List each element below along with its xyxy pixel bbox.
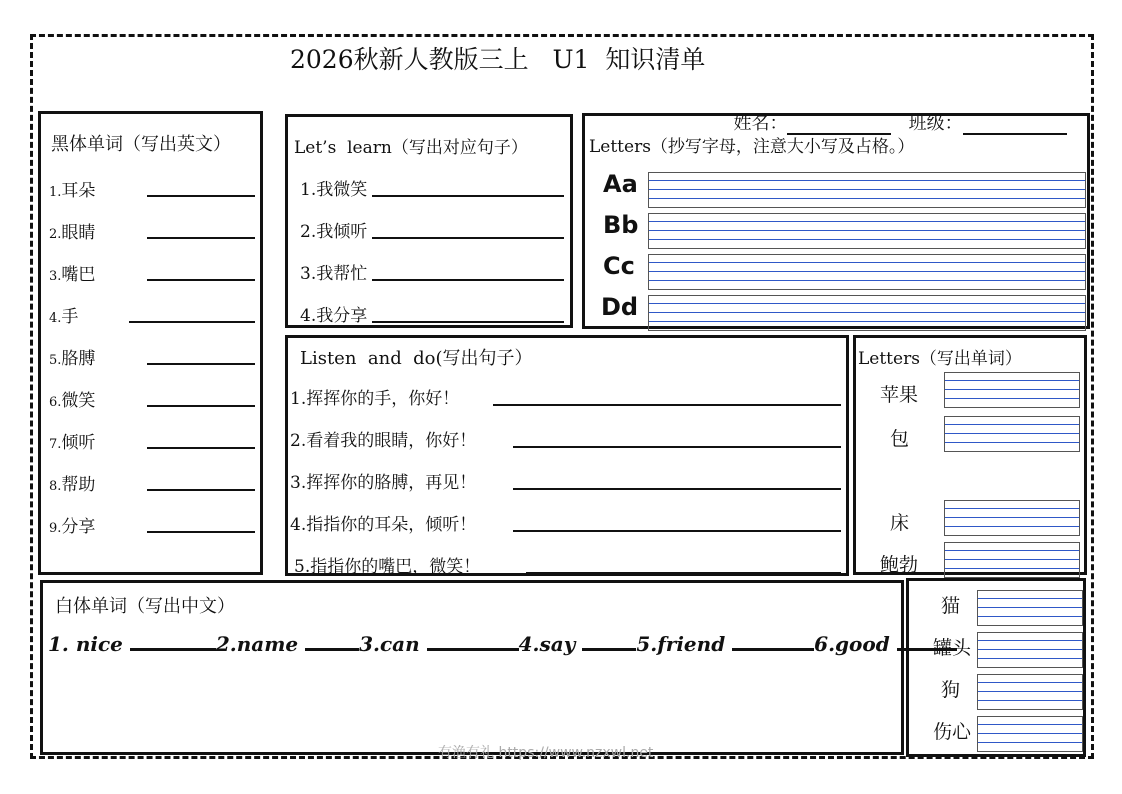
guide-line: [945, 568, 1079, 569]
letters-word-item: 包: [890, 428, 910, 450]
letter-writing-lines[interactable]: [648, 254, 1086, 290]
letter-writing-lines[interactable]: [648, 172, 1086, 208]
lets-learn-item: 4.我分享: [300, 306, 368, 326]
guide-line: [978, 700, 1082, 701]
letter-dd: Dd: [601, 293, 639, 321]
guide-line: [978, 682, 1082, 683]
item-number: 8.: [49, 479, 62, 494]
item-number: 2.: [49, 227, 62, 242]
answer-blank[interactable]: [372, 321, 564, 323]
more-words-section: [906, 578, 1086, 757]
answer-blank[interactable]: [147, 531, 255, 533]
listen-do-item: 1.挥挥你的手，你好！: [290, 389, 460, 409]
more-word-item: 罐头: [933, 637, 972, 659]
white-words-list: [48, 630, 957, 656]
lets-learn-item: 1.我微笑: [300, 180, 368, 200]
answer-blank[interactable]: [147, 363, 255, 365]
item-number: 7.: [49, 437, 62, 452]
guide-line: [649, 271, 1085, 272]
item-number: 5.: [49, 353, 62, 368]
item-text: 分享: [61, 517, 96, 537]
bold-word-item: [49, 386, 95, 411]
letters-word-item: 床: [890, 512, 910, 534]
bold-word-item: [49, 218, 95, 243]
item-text: 嘴巴: [61, 265, 96, 285]
word-writing-lines[interactable]: [944, 500, 1080, 536]
listen-do-item: 5.指指你的嘴巴，微笑！: [294, 557, 481, 577]
bold-word-item: [49, 344, 95, 369]
item-number: 3.: [49, 269, 62, 284]
white-word-item: 5.friend: [636, 632, 726, 656]
guide-line: [945, 517, 1079, 518]
word-writing-lines[interactable]: [944, 372, 1080, 408]
lets-learn-item: 3.我帮忙: [300, 264, 368, 284]
word-writing-lines[interactable]: [977, 632, 1083, 668]
watermark: 有渔有礼 https://www.nzxwl.net: [438, 745, 654, 761]
guide-line: [945, 389, 1079, 390]
guide-line: [649, 280, 1085, 281]
guide-line: [945, 398, 1079, 399]
answer-blank[interactable]: [147, 195, 255, 197]
item-text: 微笑: [61, 391, 96, 411]
white-word-item: 1. nice: [48, 632, 123, 656]
bold-words-section: [38, 111, 263, 575]
guide-line: [649, 189, 1085, 190]
more-word-item: 狗: [941, 679, 961, 701]
answer-blank[interactable]: [147, 279, 255, 281]
page-title: 2026秋新人教版三上 U1 知识清单: [290, 45, 706, 74]
answer-blank[interactable]: [147, 405, 255, 407]
guide-line: [978, 649, 1082, 650]
letters-word-item: 苹果: [880, 384, 919, 406]
more-word-item: 伤心: [933, 721, 972, 743]
guide-line: [978, 658, 1082, 659]
listen-do-section: [285, 335, 849, 576]
guide-line: [945, 442, 1079, 443]
item-text: 手: [61, 307, 79, 327]
guide-line: [978, 607, 1082, 608]
guide-line: [945, 424, 1079, 425]
guide-line: [978, 691, 1082, 692]
answer-blank[interactable]: [305, 630, 359, 651]
answer-blank[interactable]: [372, 195, 564, 197]
answer-blank[interactable]: [582, 630, 636, 651]
class-label: 班级：: [908, 113, 963, 134]
lets-learn-section: [285, 114, 573, 328]
guide-line: [978, 616, 1082, 617]
letter-writing-lines[interactable]: [648, 295, 1086, 331]
letters-words-section: [853, 335, 1087, 575]
guide-line: [945, 526, 1079, 527]
more-word-item: 猫: [941, 595, 961, 617]
word-writing-lines[interactable]: [977, 674, 1083, 710]
guide-line: [978, 733, 1082, 734]
item-text: 胳膊: [61, 349, 96, 369]
guide-line: [978, 742, 1082, 743]
letters-copy-section: [582, 113, 1090, 329]
guide-line: [978, 724, 1082, 725]
guide-line: [649, 312, 1085, 313]
letters-word-item: 鲍勃: [880, 554, 919, 576]
name-label: 姓名：: [733, 113, 788, 134]
letter-aa: Aa: [603, 170, 638, 198]
listen-do-item: 3.挥挥你的胳膊，再见！: [290, 473, 477, 493]
guide-line: [649, 230, 1085, 231]
answer-blank[interactable]: [372, 279, 564, 281]
bold-word-item: [49, 470, 95, 495]
guide-line: [945, 550, 1079, 551]
answer-blank[interactable]: [372, 237, 564, 239]
white-words-heading: 白体单词（写出中文）: [55, 596, 235, 617]
answer-blank[interactable]: [513, 488, 841, 490]
white-word-item: 4.say: [518, 632, 576, 656]
word-writing-lines[interactable]: [944, 416, 1080, 452]
listen-do-item: 4.指指你的耳朵，倾听！: [290, 515, 477, 535]
answer-blank[interactable]: [130, 630, 216, 651]
answer-blank[interactable]: [427, 630, 519, 651]
answer-blank[interactable]: [129, 321, 255, 323]
letter-writing-lines[interactable]: [648, 213, 1086, 249]
guide-line: [649, 239, 1085, 240]
listen-do-heading: Listen and do(写出句子）: [300, 348, 533, 369]
answer-blank[interactable]: [147, 489, 255, 491]
guide-line: [649, 262, 1085, 263]
item-number: 4.: [49, 311, 62, 326]
item-number: 9.: [49, 521, 62, 536]
guide-line: [649, 303, 1085, 304]
listen-do-item: 2.看着我的眼睛，你好！: [290, 431, 477, 451]
guide-line: [978, 598, 1082, 599]
answer-blank[interactable]: [493, 404, 841, 406]
answer-blank[interactable]: [732, 630, 814, 651]
answer-blank[interactable]: [513, 446, 841, 448]
lets-learn-heading: Let’s learn（写出对应句子）: [294, 138, 528, 158]
white-word-item: 6.good: [814, 632, 890, 656]
guide-line: [978, 640, 1082, 641]
guide-line: [945, 433, 1079, 434]
guide-line: [649, 180, 1085, 181]
item-number: 1.: [49, 185, 62, 200]
item-text: 倾听: [61, 433, 96, 453]
guide-line: [945, 559, 1079, 560]
bold-word-item: [49, 176, 95, 201]
guide-line: [649, 198, 1085, 199]
item-text: 帮助: [61, 475, 96, 495]
bold-word-item: [49, 512, 95, 537]
guide-line: [945, 508, 1079, 509]
letters-copy-heading: Letters（抄写字母，注意大小写及占格。）: [589, 137, 915, 157]
guide-line: [649, 321, 1085, 322]
guide-line: [945, 380, 1079, 381]
answer-blank[interactable]: [147, 237, 255, 239]
answer-blank[interactable]: [513, 530, 841, 532]
bold-word-item: [49, 428, 95, 453]
word-writing-lines[interactable]: [977, 716, 1083, 752]
answer-blank[interactable]: [147, 447, 255, 449]
item-text: 眼睛: [61, 223, 96, 243]
white-words-section: [40, 580, 904, 755]
white-word-item: 2.name: [215, 632, 299, 656]
lets-learn-item: 2.我倾听: [300, 222, 368, 242]
guide-line: [649, 221, 1085, 222]
letter-bb: Bb: [603, 211, 639, 239]
bold-word-item: [49, 302, 78, 327]
word-writing-lines[interactable]: [977, 590, 1083, 626]
answer-blank[interactable]: [526, 572, 841, 574]
bold-word-item: [49, 260, 95, 285]
bold-words-heading: 黑体单词（写出英文）: [51, 134, 231, 155]
word-writing-lines[interactable]: [944, 542, 1080, 578]
letters-words-heading: Letters（写出单词）: [858, 349, 1022, 369]
white-word-item: 3.can: [359, 632, 420, 656]
letter-cc: Cc: [603, 252, 635, 280]
item-text: 耳朵: [61, 181, 96, 201]
item-number: 6.: [49, 395, 62, 410]
